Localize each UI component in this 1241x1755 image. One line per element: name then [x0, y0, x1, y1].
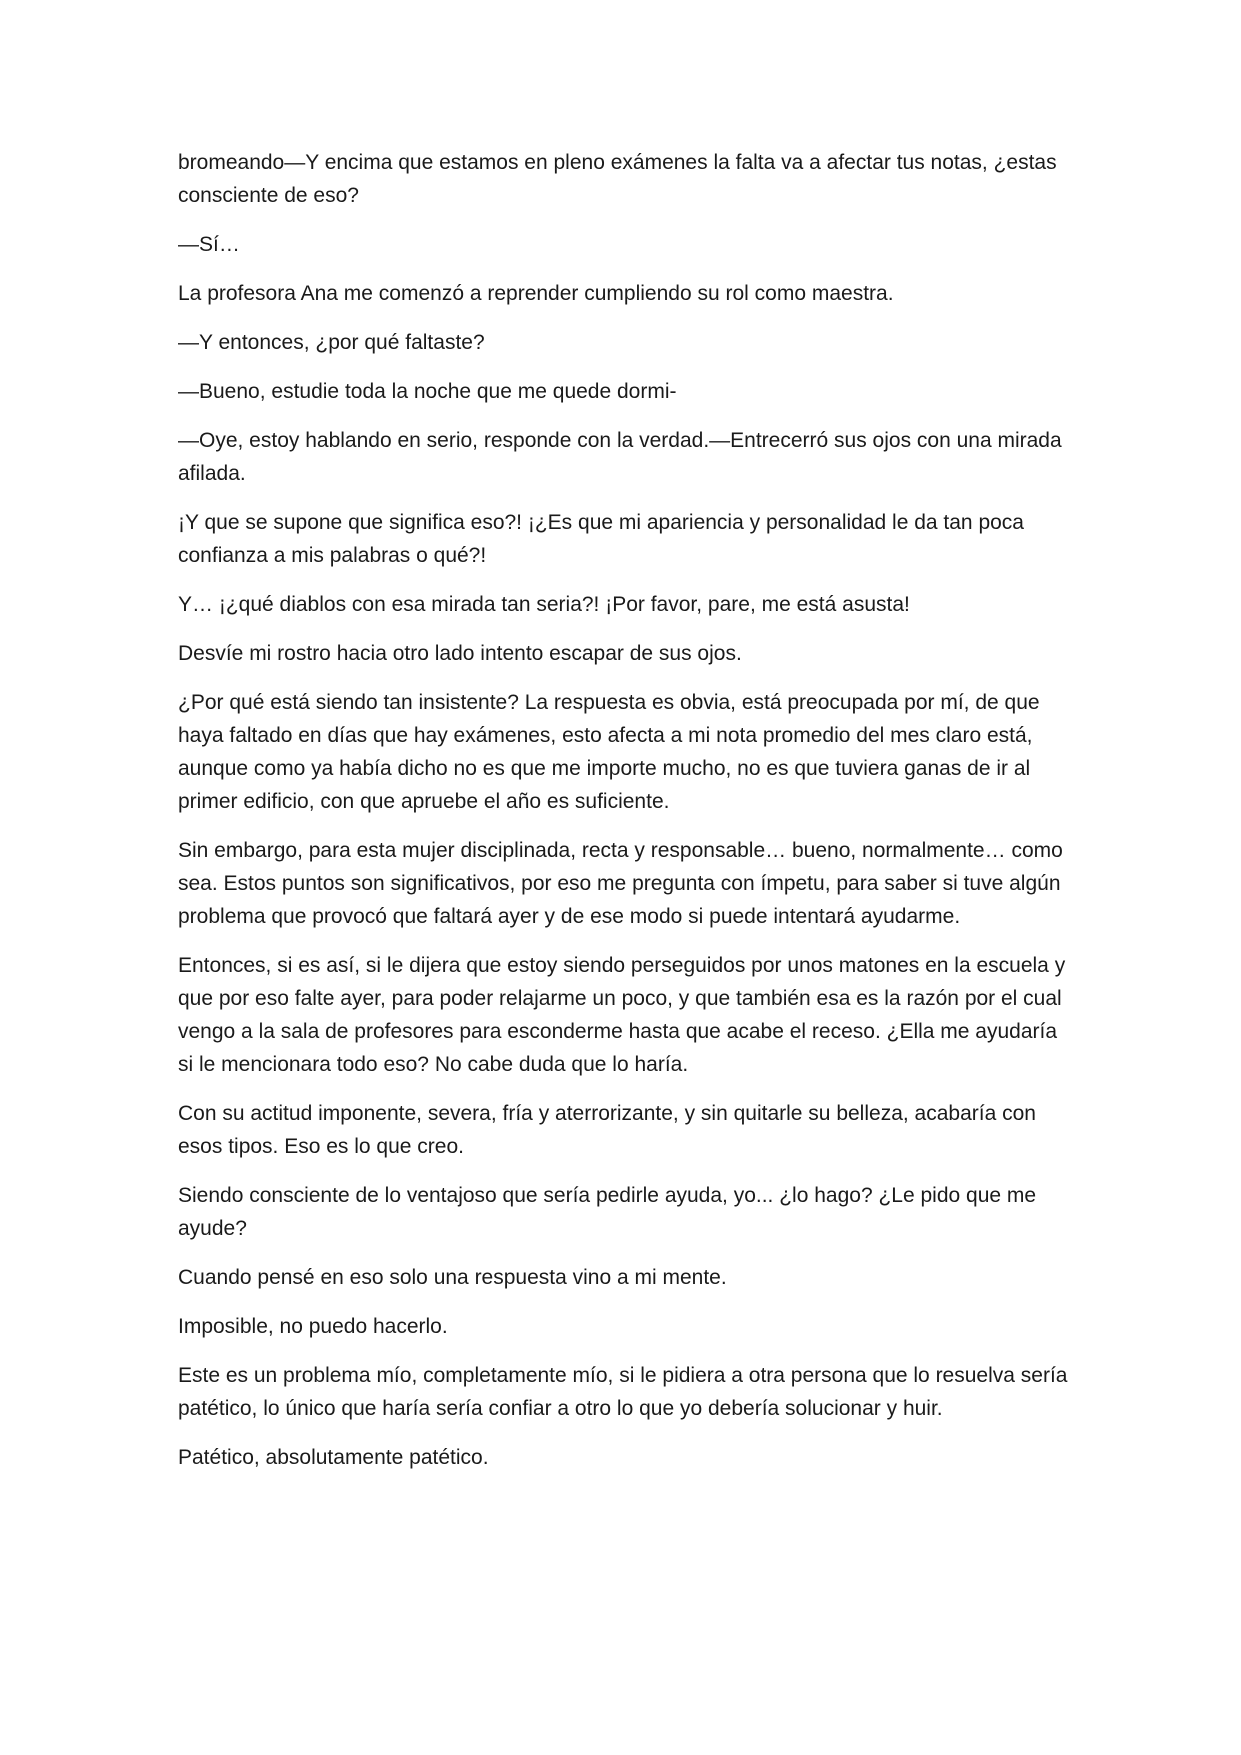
paragraph: Cuando pensé en eso solo una respuesta vino a mi mente. [178, 1266, 727, 1289]
paragraph: Y… ¡¿qué diablos con esa mirada tan seria?! ¡Por favor, pare, me está asusta! [178, 593, 910, 616]
paragraph: Patético, absolutamente patético. [178, 1446, 489, 1469]
paragraph: —Y entonces, ¿por qué faltaste? [178, 331, 485, 354]
paragraph: —Bueno, estudie toda la noche que me quede dormi- [178, 380, 677, 403]
paragraph: Sin embargo, para esta mujer disciplinada, recta y responsable… bueno, normalmente… como sea. Estos puntos son significativos, por eso me pregunta con ímpetu, para saber si tuve algún problema que provocó que faltará ayer y de ese modo si puede intentará ayudarme. [178, 839, 1063, 928]
paragraph: La profesora Ana me comenzó a reprender cumpliendo su rol como maestra. [178, 282, 894, 305]
paragraph: Entonces, si es así, si le dijera que estoy siendo perseguidos por unos matones en la escuela y que por eso falte ayer, para poder relajarme un poco, y que también esa es la razón por el cual vengo a la sala de profesores para esconderme hasta que acabe el receso. ¿Ella me ayudaría si le mencionara todo eso? No cabe duda que lo haría. [178, 954, 1066, 1076]
paragraph: —Oye, estoy hablando en serio, responde con la verdad.—Entrecerró sus ojos con una mirada afilada. [178, 429, 1062, 485]
paragraph: Con su actitud imponente, severa, fría y aterrorizante, y sin quitarle su belleza, acabaría con esos tipos. Eso es lo que creo. [178, 1102, 1036, 1158]
paragraph: Este es un problema mío, completamente mío, si le pidiera a otra persona que lo resuelva sería patético, lo único que haría sería confiar a otro lo que yo debería solucionar y huir. [178, 1364, 1068, 1420]
paragraph: ¿Por qué está siendo tan insistente? La respuesta es obvia, está preocupada por mí, de que haya faltado en días que hay exámenes, esto afecta a mi nota promedio del mes claro está, aunque como ya había dicho no es que me importe mucho, no es que tuviera ganas de ir al primer edificio, con que apruebe el año es suficiente. [178, 691, 1040, 813]
paragraph: ¡Y que se supone que significa eso?! ¡¿Es que mi apariencia y personalidad le da tan poca confianza a mis palabras o qué?! [178, 511, 1024, 567]
paragraph: Siendo consciente de lo ventajoso que sería pedirle ayuda, yo... ¿lo hago? ¿Le pido que me ayude? [178, 1184, 1037, 1240]
paragraph: Imposible, no puedo hacerlo. [178, 1315, 448, 1338]
paragraph: bromeando—Y encima que estamos en pleno exámenes la falta va a afectar tus notas, ¿estas consciente de eso? [178, 151, 1057, 207]
paragraph: —Sí… [178, 233, 240, 256]
paragraph: Desvíe mi rostro hacia otro lado intento escapar de sus ojos. [178, 642, 742, 665]
document-body [178, 146, 1078, 1490]
